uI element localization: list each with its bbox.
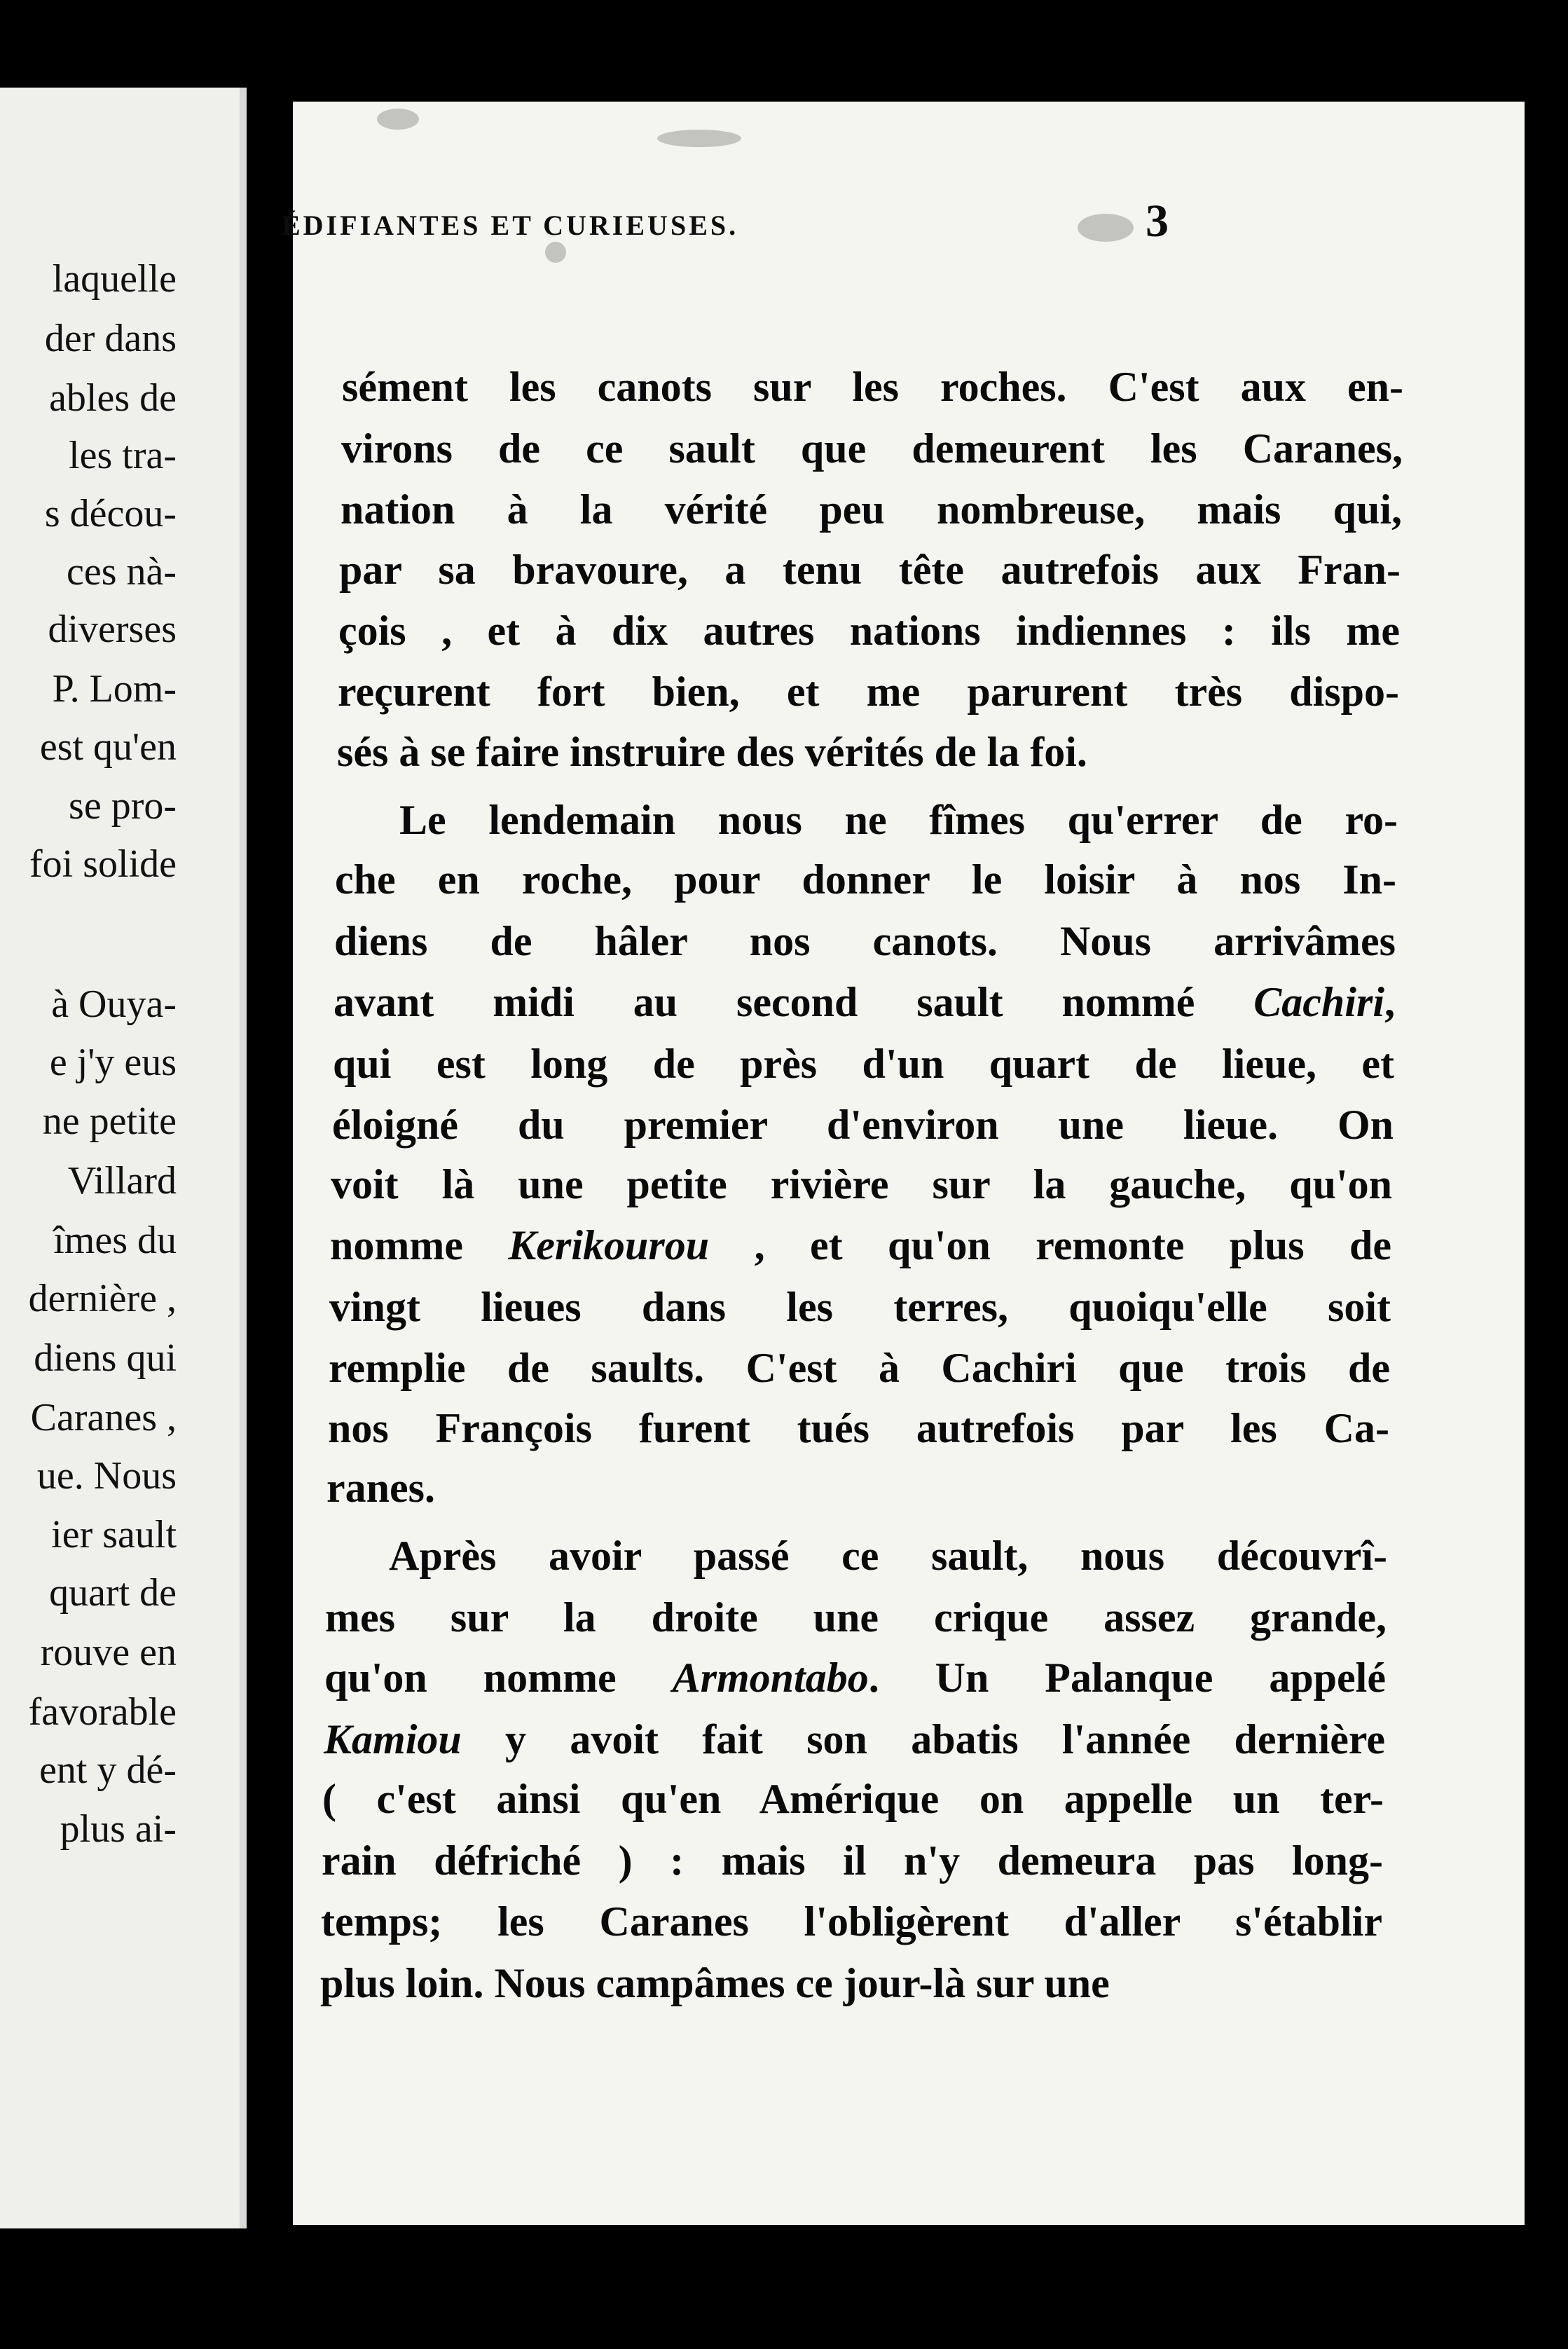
left-page-line: rouve en [40,1631,177,1674]
text-run: mes sur la droite une crique assez grande, [325,1594,1387,1641]
left-page-line: der dans [44,317,177,360]
left-page-line: se pro- [69,784,177,828]
paper-stain [545,242,566,263]
text-line [328,1407,1389,1449]
text-run: ( c'est ainsi qu'en Amérique on appelle un ter- [322,1776,1384,1822]
text-run: reçurent fort bien, et me parurent très dispo- [338,669,1399,715]
text-run: temps; les Caranes l'obligèrent d'aller s'établir [321,1898,1382,1945]
italic-name: Cachiri [1253,979,1384,1025]
text-line [341,427,1403,470]
text-run: qu'on nomme [324,1655,673,1701]
text-run: par sa bravoure, a tenu tête autrefois aux Fran- [339,547,1401,593]
text-run: nation à la vérité peu nombreuse, mais qui, [341,486,1402,533]
text-line [331,1163,1392,1205]
text-run: éloigné du premier d'environ une lieue. On [332,1102,1394,1148]
text-line [329,1347,1390,1389]
left-page-line: ue. Nous [36,1454,177,1498]
left-page-line: à Ouya- [51,982,177,1026]
left-page-line: P. Lom- [52,667,177,711]
text-run: . Un Palanque appelé [868,1655,1386,1701]
text-line [342,366,1403,408]
left-page-line: foi solide [29,842,177,886]
left-page-line: plus ai- [60,1807,177,1851]
text-line [324,1718,1385,1760]
text-line [341,486,1402,533]
left-page-line: laquelle [52,257,177,301]
text-run: , et qu'on remonte plus de [709,1222,1391,1268]
text-run: ranes. [326,1465,435,1511]
text-line [326,1467,1388,1509]
text-line [334,920,1396,962]
text-run: , [1384,979,1395,1025]
left-page-line: quart de [49,1571,177,1615]
text-run: Après avoir passé ce sault, nous découvrî- [389,1533,1387,1579]
left-page-line: Caranes , [30,1396,177,1439]
text-line [332,1104,1394,1146]
text-line [321,1898,1382,1945]
left-page-line: est qu'en [39,725,177,769]
text-run: sément les canots sur les roches. C'est aux en- [342,364,1403,410]
text-run: avant midi au second sault nommé [333,979,1254,1025]
left-page-line: diverses [48,608,177,651]
left-page-line: e j'y eus [49,1041,177,1084]
text-line [324,1657,1386,1699]
text-run: çois , et à dix autres nations indiennes : ils me [338,608,1400,654]
right-page [293,102,1525,2225]
text-run: y avoit fait son abatis l'année dernière [461,1716,1385,1762]
left-page-line: Villard [67,1159,177,1203]
text-run: qui est long de près d'un quart de lieue, et [333,1041,1394,1087]
paper-stain [657,130,741,147]
left-page-line: favorable [28,1690,177,1734]
text-line [337,731,1398,773]
running-head-title: ÉDIFIANTES ET CURIEUSES. [282,210,739,241]
text-line [322,1778,1384,1820]
left-page-line: les tra- [69,434,177,477]
text-line [335,856,1396,903]
text-line [338,610,1400,652]
page-number: 3 [1146,196,1171,247]
text-run: sés à se faire instruire des vérités de la foi. [337,729,1087,775]
left-page [0,88,247,2228]
text-line [325,1594,1387,1641]
text-line [333,981,1395,1023]
left-page-line: ables de [49,376,177,420]
italic-name: Kerikourou [508,1222,710,1268]
text-run: virons de ce sault que demeurent les Caranes, [341,425,1403,472]
left-page-line: ent y dé- [39,1748,177,1792]
text-run: rain défriché ) : mais il n'y demeura pas long- [322,1837,1383,1884]
text-line [399,799,1398,841]
paper-stain [377,109,419,130]
text-line [338,671,1399,713]
text-run: Le lendemain nous ne fîmes qu'errer de ro- [399,797,1398,843]
text-run: vingt lieues dans les terres, quoiqu'elle soit [329,1284,1391,1330]
italic-name: Armontabo [672,1655,869,1701]
left-page-line: diens qui [34,1336,177,1380]
running-head [282,195,1171,247]
italic-name: Kamiou [324,1716,462,1762]
text-run: nos François furent tués autrefois par les Ca- [328,1405,1389,1451]
text-line [322,1837,1383,1884]
page-edge [240,88,247,2228]
text-run: remplie de saults. C'est à Cachiri que trois de [329,1345,1390,1391]
text-line [339,549,1401,591]
left-page-line: îmes du [53,1219,177,1262]
text-line [330,1224,1391,1266]
text-run: che en roche, pour donner le loisir à nos In- [335,856,1396,903]
text-run: nomme [330,1222,509,1268]
left-page-line: ces nà- [66,550,177,594]
left-page-line: dernière , [28,1277,177,1320]
left-page-line: ne petite [42,1100,177,1143]
text-line [329,1286,1391,1328]
text-line [389,1535,1387,1577]
text-line [333,1043,1394,1085]
text-run: diens de hâler nos canots. Nous arrivâmes [334,918,1396,964]
text-run: voit là une petite rivière sur la gauche, qu'on [331,1161,1392,1207]
left-page-line: s décou- [44,492,177,535]
text-line [320,1962,1382,2004]
text-run: plus loin. Nous campâmes ce jour-là sur une [320,1960,1110,2006]
left-page-line: ier sault [51,1513,177,1556]
